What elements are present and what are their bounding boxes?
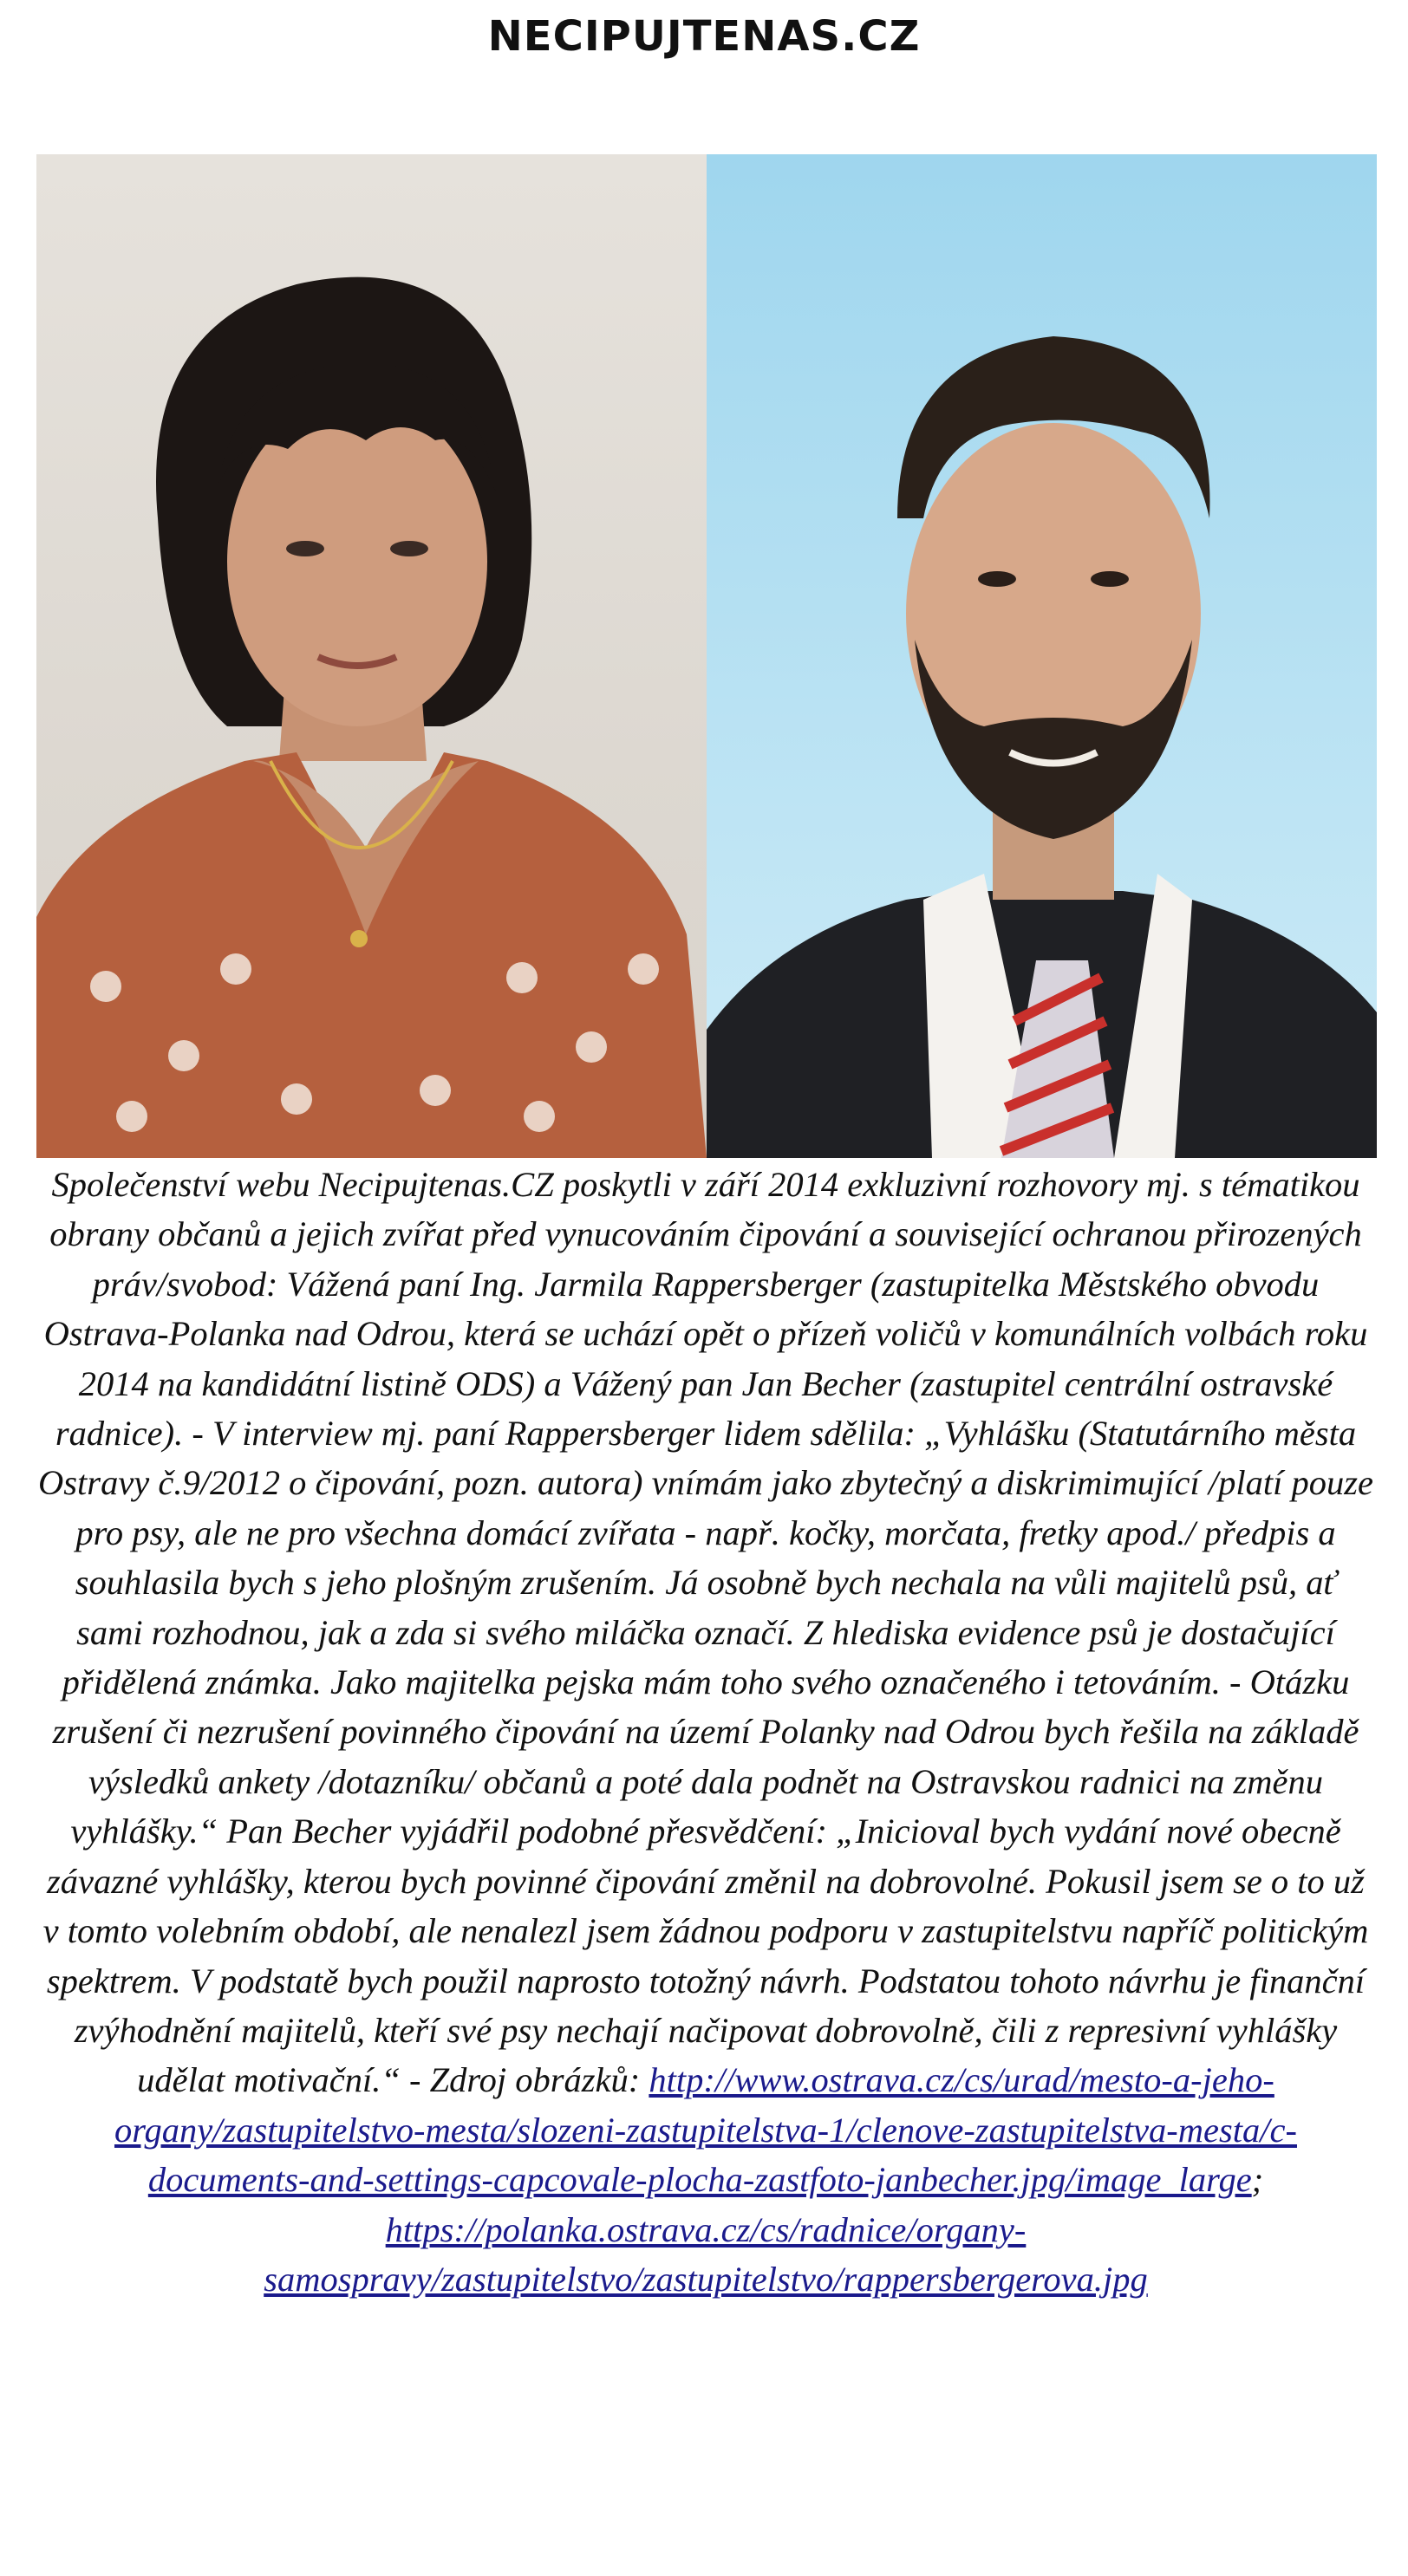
link-separator: ; bbox=[1251, 2160, 1264, 2200]
portrait-photo-man bbox=[707, 154, 1377, 1158]
site-title: NECIPUJTENAS.CZ bbox=[487, 12, 921, 61]
image-source-label: Zdroj obrázků: bbox=[429, 2060, 641, 2100]
article-body: Společenství webu Necipujtenas.CZ poskytli v září 2014 exkluzivní rozhovory mj. s tématikou obrany občanů a jejich zvířat před vynucováním čipování a související ochranou přirozených práv/svobod: Vážená paní Ing. Jarmila Rappersberger (zastupitelka Městského obvodu Ostrava-Polanka nad Odrou, která se uchází opět o přízeň voličů v komunálních volbách roku 2014 na kandidátní listině ODS) a Vážený pan Jan Becher (zastupitel centrální ostravské radnice). - V interview mj. paní Rappersberger lidem sdělila: „Vyhlášku (Statutárního města Ostravy č.9/2012 o čipování, pozn. autora) vnímám jako zbytečný a diskrimimující /platí pouze pro psy, ale ne pro všechna domácí zvířata - např. kočky, morčata, fretky apod./ předpis a souhlasila bych s jeho plošným zrušením. Já osobně bych nechala na vůli majitelů psů, ať sami rozhodnou, jak a zda si svého miláčka označí. Z hlediska evidence psů je dostačující přidělená známka. Jako majitelka pejska mám toho svého označeného i tetováním. - Otázku zrušení či nezrušení povinného čipování na území Polanky nad Odrou bych řešila na základě výsledků ankety /dotazníku/ občanů a poté dala podnět na Ostravskou radnici na změnu vyhlášky.“ Pan Becher vyjádřil podobné přesvědčení: „Inicioval bych vydání nové obecně závazné vyhlášky, kterou bych povinné čipování změnil na dobrovolné. Pokusil jsem se o to už v tomto volebním období, ale nenalezl jsem žádnou podporu v zastupitelstvu napříč politickým spektrem. V podstatě bych použil naprosto totožný návrh. Podstatou tohoto návrhu je finanční zvýhodnění majitelů, kteří své psy nechají načipovat dobrovolně, čili z represivní vyhlášky udělat motivační.“ - bbox=[38, 1165, 1373, 2100]
article-text bbox=[38, 1160, 1373, 2304]
image-source-link-becher[interactable]: http://www.ostrava.cz/cs/urad/mesto-a-jeho-organy/zastupitelstvo-mesta/slozeni-zastupitelstva-1/clenove-zastupitelstva-mesta/c-documents-and-settings-capcovale-plocha-zastfoto-janbecher.jpg/image_large bbox=[114, 2060, 1297, 2200]
image-source-link-rappersberger[interactable]: https://polanka.ostrava.cz/cs/radnice/organy-samospravy/zastupitelstvo/zastupitelstvo/rappersbergerova.jpg bbox=[264, 2209, 1148, 2299]
portrait-photo-woman bbox=[36, 154, 707, 1158]
portrait-photos bbox=[36, 154, 1377, 1158]
